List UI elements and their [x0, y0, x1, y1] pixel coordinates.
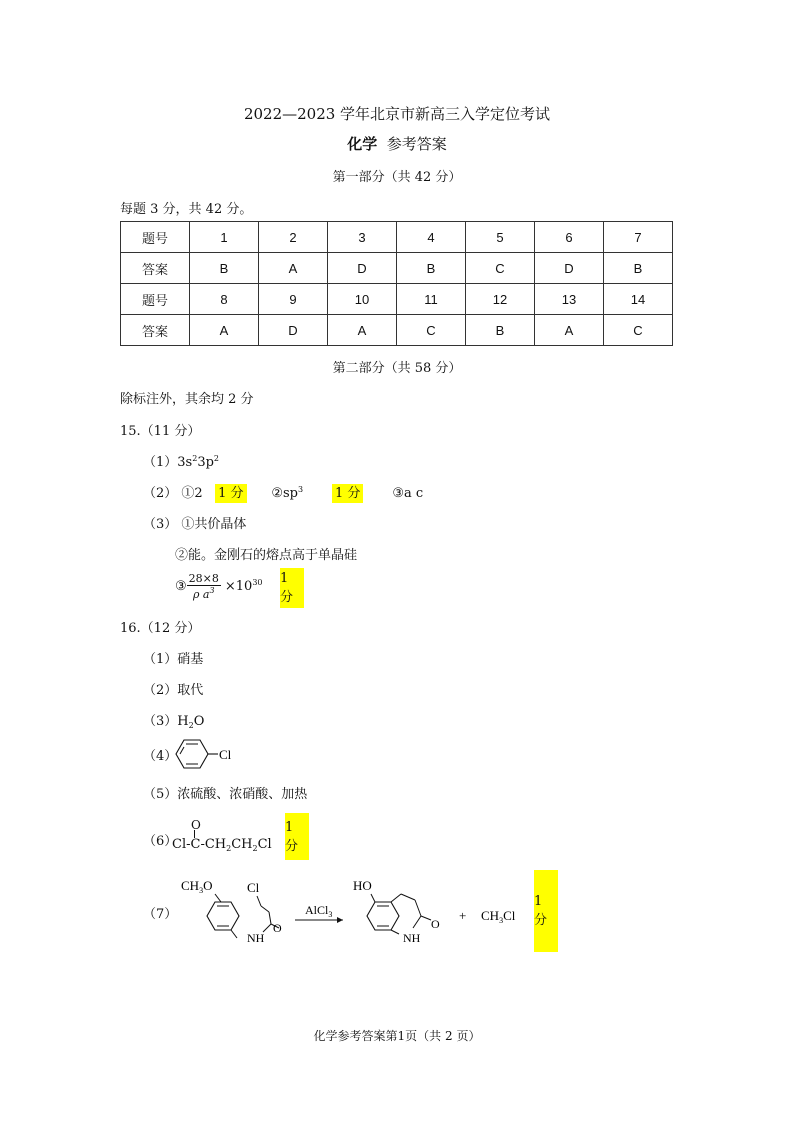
answer-text: 3p: [197, 455, 214, 470]
table-cell: D: [259, 315, 328, 346]
table-cell: 5: [466, 222, 535, 253]
table-cell: C: [604, 315, 673, 346]
document-subtitle: [0, 133, 794, 154]
formula-text: Cl: [257, 837, 272, 852]
part1-note: 每题 3 分，共 42 分。: [120, 202, 253, 217]
answer-text: （3）H: [143, 714, 189, 729]
document-title: 2022—2023 学年北京市新高三入学定位考试: [243, 105, 551, 123]
q15-answer-3-3: [175, 572, 263, 601]
superscript: 3: [209, 586, 215, 595]
q16-answer-6-label: （6）: [143, 834, 178, 849]
answer-text: O: [193, 714, 205, 729]
subtitle-text: 参考答案: [386, 135, 447, 153]
q16-answer-4-label: （4）: [143, 749, 178, 764]
q16-answer-1: （1）硝基: [143, 652, 204, 667]
q15-title: 15.（11 分）: [120, 424, 201, 439]
answer-label: （2）: [143, 486, 178, 501]
table-cell: 10: [328, 284, 397, 315]
superscript: 30: [252, 578, 263, 587]
score-badge: 1 分: [215, 484, 246, 503]
answer-label: ③: [175, 579, 187, 594]
row-label: 答案: [121, 315, 190, 346]
table-cell: B: [466, 315, 535, 346]
table-cell: A: [535, 315, 604, 346]
table-cell: B: [190, 253, 259, 284]
fraction: [187, 572, 221, 601]
chlorine-label: Cl: [219, 747, 232, 762]
q15-answer-1: [143, 451, 219, 470]
fraction-numerator: 28×8: [188, 572, 219, 585]
chlorobenzene-structure: [172, 735, 242, 773]
table-cell: 8: [190, 284, 259, 315]
table-cell: D: [328, 253, 397, 284]
product-nh: NH: [403, 931, 421, 945]
table-cell: A: [259, 253, 328, 284]
table-cell: C: [397, 315, 466, 346]
table-cell: 4: [397, 222, 466, 253]
table-cell: 1: [190, 222, 259, 253]
subject-label: 化学: [347, 135, 378, 153]
q16-answer-7-label: （7）: [143, 907, 178, 922]
subscript: 2: [226, 844, 232, 853]
row-label: 题号: [121, 222, 190, 253]
denominator-text: ρ a: [192, 588, 210, 601]
hydroxy-label: HO: [353, 878, 372, 893]
product-carbonyl-o: O: [431, 917, 440, 931]
fraction-denominator: [187, 586, 221, 601]
answer-text: ②sp: [271, 486, 298, 501]
page-footer: 化学参考答案第1页（共 2 页）: [313, 1029, 481, 1043]
part2-note: 除标注外，其余均 2 分: [120, 392, 254, 407]
table-cell: A: [190, 315, 259, 346]
table-cell: B: [604, 253, 673, 284]
multiplier: ×10: [224, 579, 253, 594]
superscript: 2: [213, 454, 220, 463]
table-cell: 13: [535, 284, 604, 315]
part1-heading: 第一部分（共 42 分）: [332, 170, 462, 185]
carbonyl-o: O: [273, 921, 282, 935]
q16-answer-2: （2）取代: [143, 683, 204, 698]
table-row: [121, 222, 673, 253]
table-row: [121, 253, 673, 284]
score-badge: 1 分: [332, 484, 363, 503]
row-label: 答案: [121, 253, 190, 284]
amide-nh: NH: [247, 931, 265, 945]
chloro-label: Cl: [247, 880, 260, 895]
formula-text: CH: [231, 837, 253, 852]
q15-answer-2: [143, 482, 423, 501]
table-cell: D: [535, 253, 604, 284]
table-cell: 3: [328, 222, 397, 253]
reaction-scheme: [175, 870, 595, 955]
plus-sign: +: [459, 908, 467, 923]
row-label: 题号: [121, 284, 190, 315]
q15-answer-3: [143, 513, 246, 532]
table-cell: 11: [397, 284, 466, 315]
q15-answer-3-2: ②能。金刚石的熔点高于单晶硅: [175, 548, 358, 563]
table-cell: 14: [604, 284, 673, 315]
q16-title: 16.（12 分）: [120, 621, 201, 636]
table-cell: C: [466, 253, 535, 284]
table-cell: 2: [259, 222, 328, 253]
acyl-chloride-formula: [172, 837, 272, 853]
answer-label: （3）: [143, 517, 178, 532]
table-cell: 6: [535, 222, 604, 253]
score-badge: 1 分: [280, 568, 304, 608]
table-row: [121, 315, 673, 346]
superscript: 3: [297, 485, 304, 494]
table-row: [121, 284, 673, 315]
table-cell: B: [397, 253, 466, 284]
answer-text: 3s: [177, 455, 193, 470]
answer-text: ①共价晶体: [181, 517, 247, 532]
score-badge: 1 分: [285, 813, 309, 860]
subscript: 2: [188, 721, 194, 730]
answer-text: ③a c: [392, 486, 424, 501]
superscript: 2: [192, 454, 198, 463]
table-cell: A: [328, 315, 397, 346]
answer-label: （1）: [143, 455, 178, 470]
part2-heading: 第二部分（共 58 分）: [332, 361, 462, 376]
score-badge: 1 分: [534, 870, 558, 952]
byproduct-formula: $CH_3Cl$: [481, 908, 516, 925]
answer-table: [120, 221, 673, 346]
table-cell: 7: [604, 222, 673, 253]
carbonyl-oxygen: O: [191, 818, 201, 832]
answer-text: ①2: [181, 486, 203, 501]
reagent-label: AlCl$_3$: [305, 903, 333, 919]
table-cell: 12: [466, 284, 535, 315]
subscript: 2: [252, 844, 258, 853]
methoxy-label: $CH_3O$: [181, 878, 213, 895]
formula-text: Cl-C-CH: [172, 837, 227, 852]
table-cell: 9: [259, 284, 328, 315]
q16-answer-3: [143, 710, 204, 730]
q16-answer-5: （5）浓硫酸、浓硝酸、加热: [143, 787, 308, 802]
